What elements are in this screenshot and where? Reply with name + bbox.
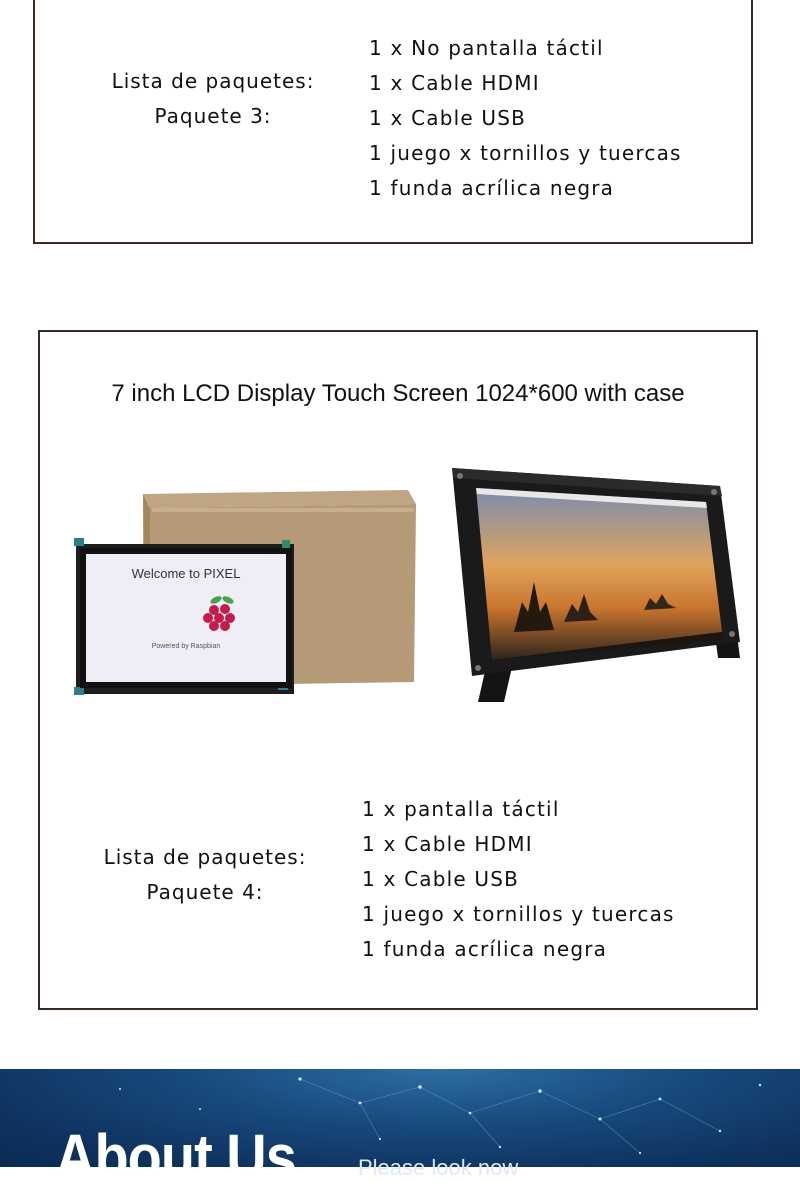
package-number: Paquete 3: (154, 104, 272, 128)
package-3-items (369, 31, 682, 206)
package-4-label (95, 840, 315, 910)
list-item: 1 x Cable HDMI (362, 832, 533, 856)
list-item: 1 x pantalla táctil (362, 797, 560, 821)
package-number: Paquete 4: (146, 880, 264, 904)
welcome-text: Welcome to PIXEL (131, 566, 241, 581)
package-4-items (362, 792, 675, 967)
product-title: 7 inch LCD Display Touch Screen 1024*600 with case (111, 380, 685, 407)
list-item: 1 funda acrílica negra (369, 176, 615, 200)
list-item: 1 x No pantalla táctil (369, 36, 604, 60)
package-4-box (38, 330, 758, 1010)
list-item: 1 x Cable HDMI (369, 71, 540, 95)
powered-by-text: Powered by Raspbian (151, 643, 221, 650)
package-list-heading: Lista de paquetes: (111, 69, 315, 93)
package-3-box (33, 0, 753, 244)
package-3-label (103, 64, 323, 134)
lcd-in-case-image (444, 462, 744, 712)
about-us-banner (0, 1069, 800, 1193)
list-item: 1 juego x tornillos y tuercas (362, 902, 675, 926)
about-us-subtitle: Please look now (358, 1155, 519, 1180)
list-item: 1 juego x tornillos y tuercas (369, 141, 682, 165)
list-item: 1 funda acrílica negra (362, 937, 608, 961)
about-us-title: About Us (55, 1120, 296, 1193)
lcd-with-box-image (68, 482, 420, 752)
package-list-heading: Lista de paquetes: (103, 845, 307, 869)
list-item: 1 x Cable USB (369, 106, 527, 130)
list-item: 1 x Cable USB (362, 867, 520, 891)
